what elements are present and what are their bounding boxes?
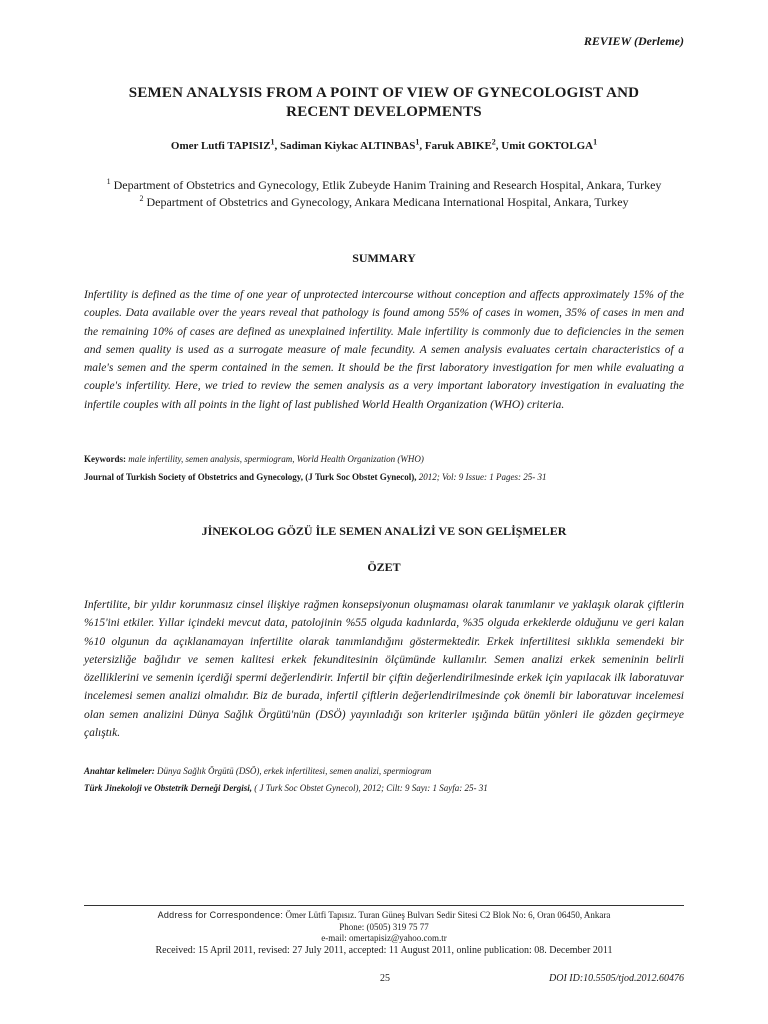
author-affil-mark: 1	[415, 137, 420, 147]
affiliation-mark: 1	[106, 177, 111, 186]
turkish-keywords-label: Anahtar kelimeler:	[84, 766, 155, 776]
paper-title-line-1: SEMEN ANALYSIS FROM A POINT OF VIEW OF GYNECOLOGIST AND	[128, 85, 640, 101]
page-number: 25	[380, 973, 390, 984]
journal-citation-line	[84, 472, 708, 482]
keywords-text: male infertility, semen analysis, spermiogram, World Health Organization (WHO)	[126, 454, 424, 464]
affiliation-text: Department of Obstetrics and Gynecology, Ankara Medicana International Hospital, Ankara, Turkey	[143, 195, 629, 209]
journal-abbreviation: (J Turk Soc Obstet Gynecol),	[303, 472, 417, 482]
correspondence-address: Ömer Lütfi Tapısız. Turan Güneş Bulvarı Sedir Sitesi C2 Blok No: 6, Oran 06450, Ankara	[283, 910, 611, 920]
correspondence-phone: Phone: (0505) 319 75 77	[339, 921, 429, 932]
correspondence-address-line	[84, 910, 684, 922]
summary-body: Infertility is defined as the time of one year of unprotected intercourse without conception and affects approximately 15% of the couples. Data available over the years reveal that pathology is found among 55% of cases in women, 35% of cases in men and the remaining 10% of cases are defined as unexplained infertility. Male infertility is commonly due to deficiencies in the semen and semen quality is used as a surrogate measure of male fecundity. A semen analysis evaluates certain characteristics of a male's semen and the sperm contained in the semen. It should be the first laboratory investigation for men while evaluating a couple's infertility. Here, we tried to review the semen analysis as a very important laboratory investigation in evaluating the infertile couples with all points in the light of last published World Health Organization (WHO) criteria.	[84, 289, 684, 411]
journal-issue-info: 2012; Vol: 9 Issue: 1 Pages: 25- 31	[416, 472, 547, 482]
keywords-line	[84, 454, 708, 464]
author-name: Faruk ABIKE	[424, 140, 492, 152]
author-affil-mark: 2	[491, 137, 496, 147]
author-name: Umit GOKTOLGA	[501, 140, 594, 152]
author-separator: ,	[419, 140, 425, 152]
correspondence-label: Address for Correspondence:	[157, 910, 284, 920]
affiliation-item	[60, 194, 708, 211]
correspondence-block	[84, 910, 684, 956]
ozet-body: Infertilite, bir yıldır korunmasız cinsel ilişkiye rağmen konsepsiyonun oluşmaması olarak tanımlanır ve yaklaşık olarak çiftlerin %15'ini etkiler. Yıllar içindeki mevcut data, patolojinin %55 olguda kadınlarda, %35 olguda erkeklerde olduğunu ve geri kalan %10 olgunun da açıklanamayan infertilite olarak tanımlandığını göstermektedir. Erkek infertilitesi sıklıkla semendeki bir yetersizliğe bağlıdır ve semen kalitesi erkek fekunditesinin ölçümünde kullanılır. Semen analizi erkek semeninin belirli özelliklerini ve semenin içerdiği spermi değerlendirir. Infertil bir çiftin değerlendirilmesinde erkek için yapılacak ilk laboratuvar incelemesi semen analizi olmalıdır. Biz de burada, infertil çiftlerin değerlendirilmesinde çok önemli bir laboratuvar incelemesi olan semen analizini Dünya Sağlık Örgütü'nün (DSÖ) yayınladığı son kriterler ışığında bütün yönleri ile gözden geçirmeye çalıştık.	[84, 599, 684, 740]
summary-heading: SUMMARY	[352, 251, 416, 265]
affiliation-item	[60, 177, 708, 194]
author-affil-mark: 1	[593, 137, 598, 147]
doi-identifier: DOI ID:10.5505/tjod.2012.60476	[549, 973, 684, 984]
author-name: Sadiman Kiykac ALTINBAS	[280, 140, 416, 152]
paper-title-line-2: RECENT DEVELOPMENTS	[286, 104, 482, 120]
turkish-journal-name: Türk Jinekoloji ve Obstetrik Derneği Dergisi,	[84, 783, 252, 793]
paper-title	[84, 84, 684, 122]
author-separator: ,	[274, 140, 281, 152]
ozet-heading: ÖZET	[367, 560, 401, 574]
turkish-title: JİNEKOLOG GÖZÜ İLE SEMEN ANALİZİ VE SON GELİŞMELER	[201, 524, 567, 538]
author-name: Omer Lutfi TAPISIZ	[170, 140, 271, 152]
affiliation-mark: 2	[139, 194, 144, 203]
turkish-journal-issue-info: ( J Turk Soc Obstet Gynecol), 2012; Cilt: 9 Sayı: 1 Sayfa: 25- 31	[252, 783, 488, 793]
article-type-tag: REVIEW (Derleme)	[583, 34, 684, 48]
footer-divider	[84, 905, 684, 906]
turkish-journal-citation-line	[84, 783, 708, 793]
turkish-keywords-line	[84, 766, 708, 776]
affiliation-text: Department of Obstetrics and Gynecology, Etlik Zubeyde Hanim Training and Research Hospital, Ankara, Turkey	[110, 178, 662, 192]
affiliation-list	[60, 177, 708, 211]
keywords-label: Keywords:	[84, 454, 126, 464]
author-list	[84, 137, 684, 152]
author-affil-mark: 1	[270, 137, 275, 147]
journal-name: Journal of Turkish Society of Obstetrics and Gynecology,	[84, 472, 304, 482]
publication-dates: Received: 15 April 2011, revised: 27 July 2011, accepted: 11 August 2011, online publication: 08. December 2011	[155, 944, 613, 956]
turkish-keywords-text: Dünya Sağlık Örgütü (DSÖ), erkek infertilitesi, semen analizi, spermiogram	[154, 766, 432, 776]
author-separator: ,	[495, 140, 502, 152]
correspondence-email[interactable]: e-mail: omertapisiz@yahoo.com.tr	[321, 933, 447, 943]
